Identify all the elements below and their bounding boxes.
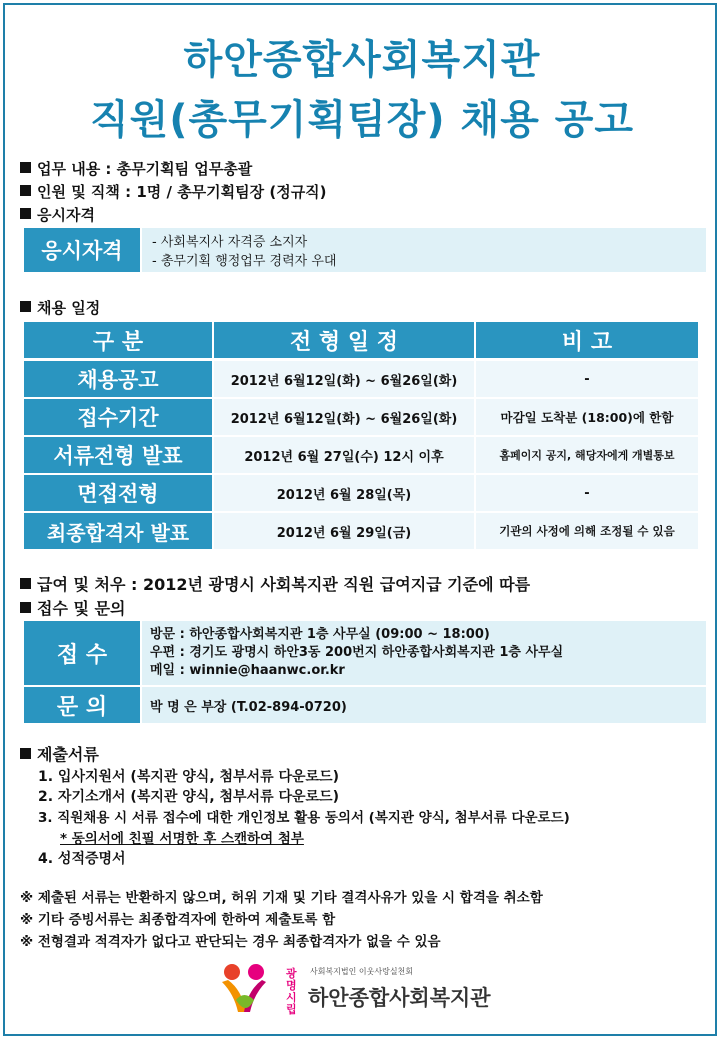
logo-city: 광명시립 [286, 967, 297, 1016]
schedule-row-note: - [476, 361, 698, 397]
receipt-email[interactable]: 메일 : winnie@haanwc.or.kr [150, 663, 345, 678]
inquiry-content: 박 명 은 부장 (T.02-894-0720) [142, 687, 706, 723]
document-item: 4. 성적증명서 [38, 851, 126, 867]
logo-mark-icon [216, 960, 282, 1018]
schedule-header-note: 비 고 [476, 322, 698, 358]
bullet-qualification-text: 응시자격 [37, 206, 95, 224]
receipt-label: 접 수 [24, 621, 140, 685]
schedule-row-date: 2012년 6월 27일(수) 12시 이후 [214, 437, 474, 473]
notice-line: ※ 제출된 서류는 반환하지 않으며, 허위 기재 및 기타 결격사유가 있을 시 합격을 취소함 [20, 890, 543, 906]
bullet-contact [20, 596, 125, 619]
schedule-row-label: 최종합격자 발표 [24, 513, 212, 549]
bullet-salary-text: 급여 및 처우 : 2012년 광명시 사회복지관 직원 급여지급 기준에 따름 [37, 575, 531, 594]
logo-org-name: 하안종합사회복지관 [308, 986, 491, 1010]
page-title-notice: 직원(총무기획팀장) 채용 공고 [89, 97, 635, 143]
bullet-documents [20, 742, 99, 765]
bullet-job-text: 업무 내용 : 총무기획팀 업무총괄 [37, 160, 253, 178]
bullet-contact-text: 접수 및 문의 [37, 599, 126, 618]
schedule-row-note: - [476, 475, 698, 511]
square-bullet-icon [20, 748, 31, 759]
bullet-documents-text: 제출서류 [37, 745, 99, 764]
receipt-mail: 우편 : 경기도 광명시 하안3동 200번지 하안종합사회복지관 1층 사무실 [150, 645, 564, 660]
bullet-salary [20, 572, 530, 595]
document-item: 2. 자기소개서 (복지관 양식, 첨부서류 다운로드) [38, 789, 339, 805]
schedule-row-note: 마감일 도착분 (18:00)에 한함 [476, 399, 698, 435]
document-item: 1. 입사지원서 (복지관 양식, 첨부서류 다운로드) [38, 769, 339, 785]
schedule-row-label: 서류전형 발표 [24, 437, 212, 473]
schedule-header-category: 구 분 [24, 322, 212, 358]
schedule-header-date: 전 형 일 정 [214, 322, 474, 358]
document-item-note: * 동의서에 친필 서명한 후 스캔하여 첨부 [60, 831, 304, 847]
square-bullet-icon [20, 602, 31, 613]
bullet-position [20, 181, 327, 202]
document-item: 3. 직원채용 시 서류 접수에 대한 개인정보 활용 동의서 (복지관 양식, 첨부서류 다운로드) [38, 810, 570, 826]
schedule-row-note: 홈페이지 공지, 해당자에게 개별통보 [476, 437, 698, 473]
bullet-job [20, 158, 252, 179]
schedule-row-label: 접수기간 [24, 399, 212, 435]
bullet-position-text: 인원 및 직책 : 1명 / 총무기획팀장 (정규직) [37, 183, 327, 201]
schedule-row-label: 면접전형 [24, 475, 212, 511]
page-title-org: 하안종합사회복지관 [183, 37, 541, 83]
schedule-row-date: 2012년 6월 28일(목) [214, 475, 474, 511]
schedule-row-label: 채용공고 [24, 361, 212, 397]
square-bullet-icon [20, 208, 31, 219]
square-bullet-icon [20, 162, 31, 173]
schedule-row-date: 2012년 6월12일(화) ~ 6월26일(화) [214, 361, 474, 397]
logo [216, 960, 516, 1018]
schedule-row-date: 2012년 6월12일(화) ~ 6월26일(화) [214, 399, 474, 435]
qualification-content [142, 228, 706, 272]
bullet-qualification [20, 204, 95, 225]
notice-line: ※ 기타 증빙서류는 최종합격자에 한하여 제출토록 함 [20, 912, 336, 928]
qualification-line-1: - 사회복지사 자격증 소지자 [152, 235, 308, 250]
qualification-line-2: - 총무기획 행정업무 경력자 우대 [152, 254, 337, 269]
inquiry-label: 문 의 [24, 687, 140, 723]
square-bullet-icon [20, 578, 31, 589]
receipt-content [142, 621, 706, 685]
square-bullet-icon [20, 185, 31, 196]
receipt-visit: 방문 : 하안종합사회복지관 1층 사무실 (09:00 ~ 18:00) [150, 627, 490, 642]
bullet-schedule-text: 채용 일정 [37, 299, 101, 317]
schedule-row-date: 2012년 6월 29일(금) [214, 513, 474, 549]
notice-line: ※ 전형결과 적격자가 없다고 판단되는 경우 최종합격자가 없을 수 있음 [20, 934, 441, 950]
schedule-row-note: 기관의 사정에 의해 조정될 수 있음 [476, 513, 698, 549]
qualification-label: 응시자격 [24, 228, 140, 272]
logo-org-small: 사회복지법인 이웃사랑실천회 [310, 967, 414, 976]
square-bullet-icon [20, 301, 31, 312]
bullet-schedule [20, 297, 100, 318]
